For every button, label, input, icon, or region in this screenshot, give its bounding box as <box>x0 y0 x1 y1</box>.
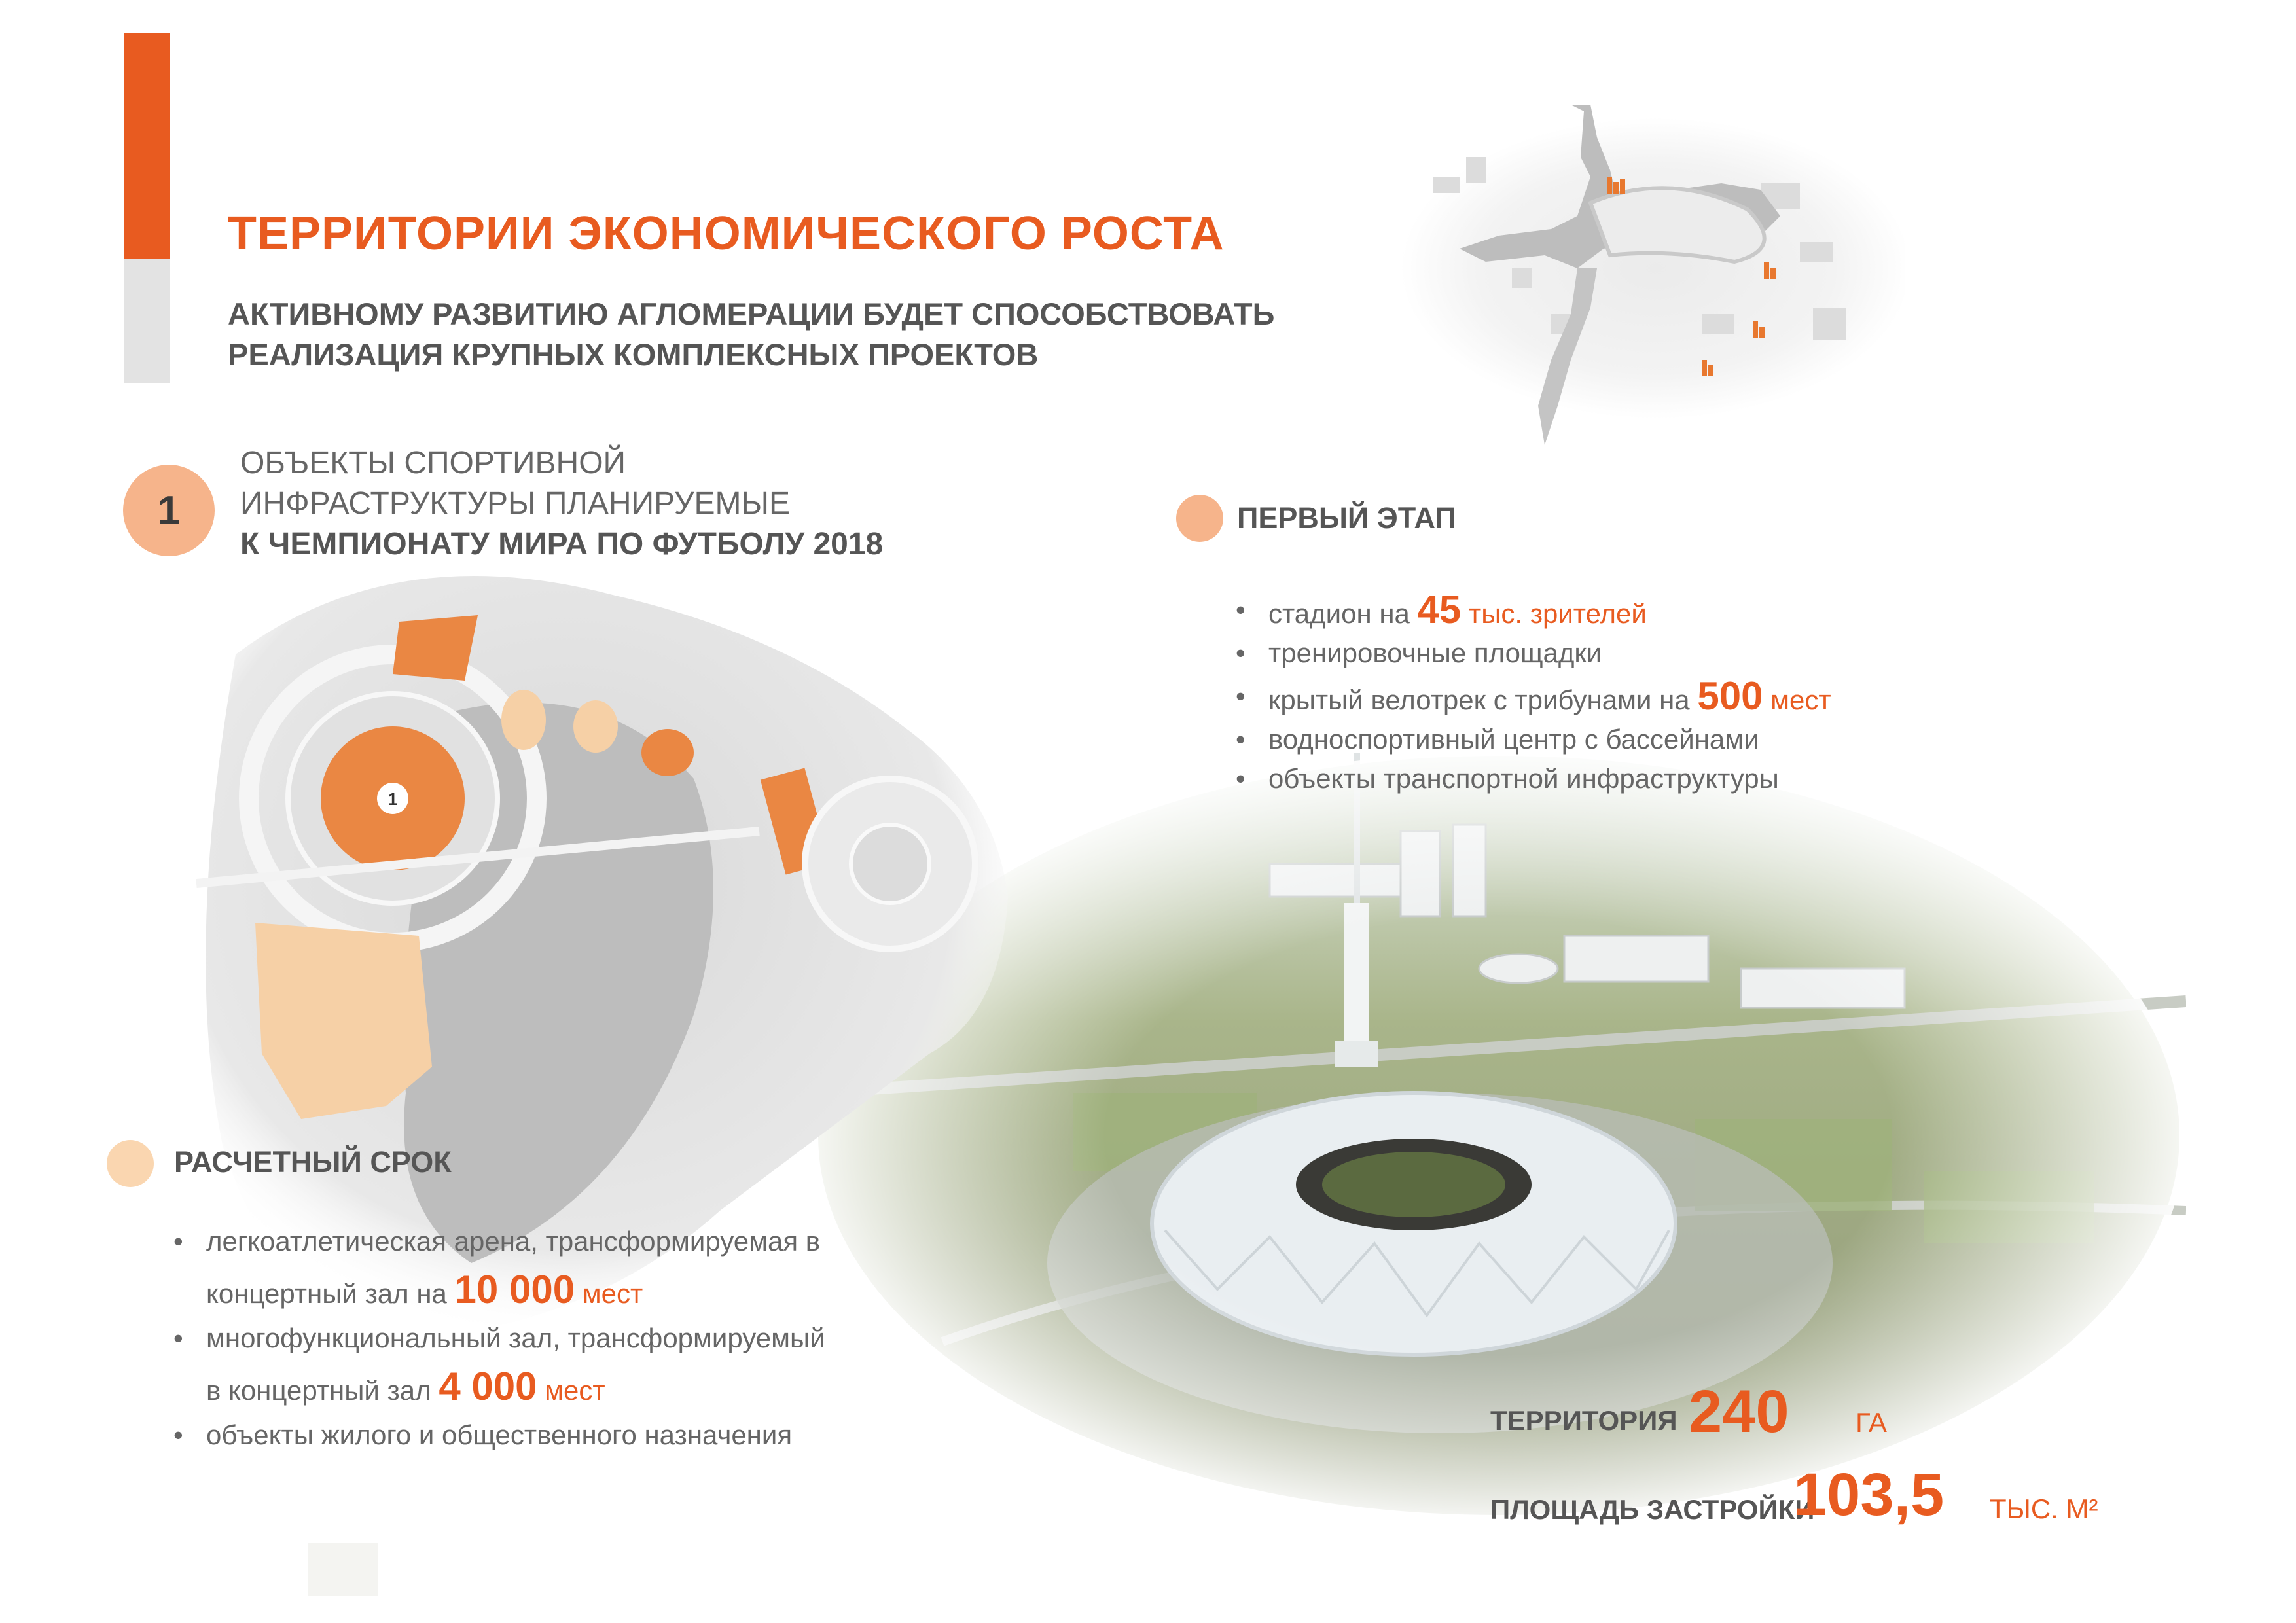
list-item: • стадион на 45 тыс. зрителей <box>1268 586 1831 633</box>
calc-term-dot <box>107 1140 154 1187</box>
region-map <box>1394 98 1905 465</box>
highlight-number: 45 <box>1417 588 1462 632</box>
list-item: • легкоатлетическая арена, трансформируемая в <box>206 1217 825 1266</box>
list-item: • водноспортивный центр с бассейнами <box>1268 720 1831 759</box>
list-item: • многофункциональный зал, трансформируемый <box>206 1314 825 1363</box>
territory-unit: ГА <box>1856 1407 1887 1438</box>
built-area-unit: ТЫС. М² <box>1990 1493 2098 1524</box>
subtitle-line: АКТИВНОМУ РАЗВИТИЮ АГЛОМЕРАЦИИ БУДЕТ СПОСОБСТВОВАТЬ <box>228 296 1275 331</box>
accent-bar-grey <box>124 259 170 383</box>
section-heading-line: К ЧЕМПИОНАТУ МИРА ПО ФУТБОЛУ 2018 <box>240 527 884 562</box>
list-item: • крытый велотрек с трибунами на 500 мест <box>1268 673 1831 720</box>
list-item: • объекты жилого и общественного назначения <box>206 1411 825 1459</box>
built-area-label: ПЛОЩАДЬ ЗАСТРОЙКИ <box>1490 1494 1815 1525</box>
first-stage-heading: ПЕРВЫЙ ЭТАП <box>1237 501 1456 535</box>
list-item: • объекты транспортной инфраструктуры <box>1268 759 1831 798</box>
corner-swatch <box>308 1543 378 1596</box>
calc-term-list <box>206 1217 825 1459</box>
section-heading-line: ОБЪЕКТЫ СПОРТИВНОЙ <box>240 446 626 480</box>
first-stage-dot <box>1176 495 1223 542</box>
calc-term-heading: РАСЧЕТНЫЙ СРОК <box>174 1145 452 1179</box>
highlight-number: 10 000 <box>454 1268 575 1311</box>
territory-label: ТЕРРИТОРИЯ <box>1490 1405 1677 1436</box>
first-stage-list <box>1268 586 1831 798</box>
section-heading-line: ИНФРАСТРУКТУРЫ ПЛАНИРУЕМЫЕ <box>240 486 791 521</box>
accent-bar-orange <box>124 33 170 259</box>
built-area-value: 103,5 <box>1793 1461 1945 1528</box>
list-item-continued: в концертный зал 4 000 мест <box>206 1364 605 1408</box>
highlight-number: 500 <box>1697 674 1763 718</box>
page-title: ТЕРРИТОРИИ ЭКОНОМИЧЕСКОГО РОСТА <box>228 207 1225 260</box>
subtitle-line: РЕАЛИЗАЦИЯ КРУПНЫХ КОМПЛЕКСНЫХ ПРОЕКТОВ <box>228 337 1039 372</box>
plan-marker: 1 <box>387 789 398 809</box>
list-item: • тренировочные площадки <box>1268 633 1831 673</box>
highlight-number: 4 000 <box>439 1364 537 1408</box>
section-number-badge: 1 <box>123 465 215 556</box>
territory-value: 240 <box>1689 1378 1789 1445</box>
list-item-continued: концертный зал на 10 000 мест <box>206 1268 643 1311</box>
